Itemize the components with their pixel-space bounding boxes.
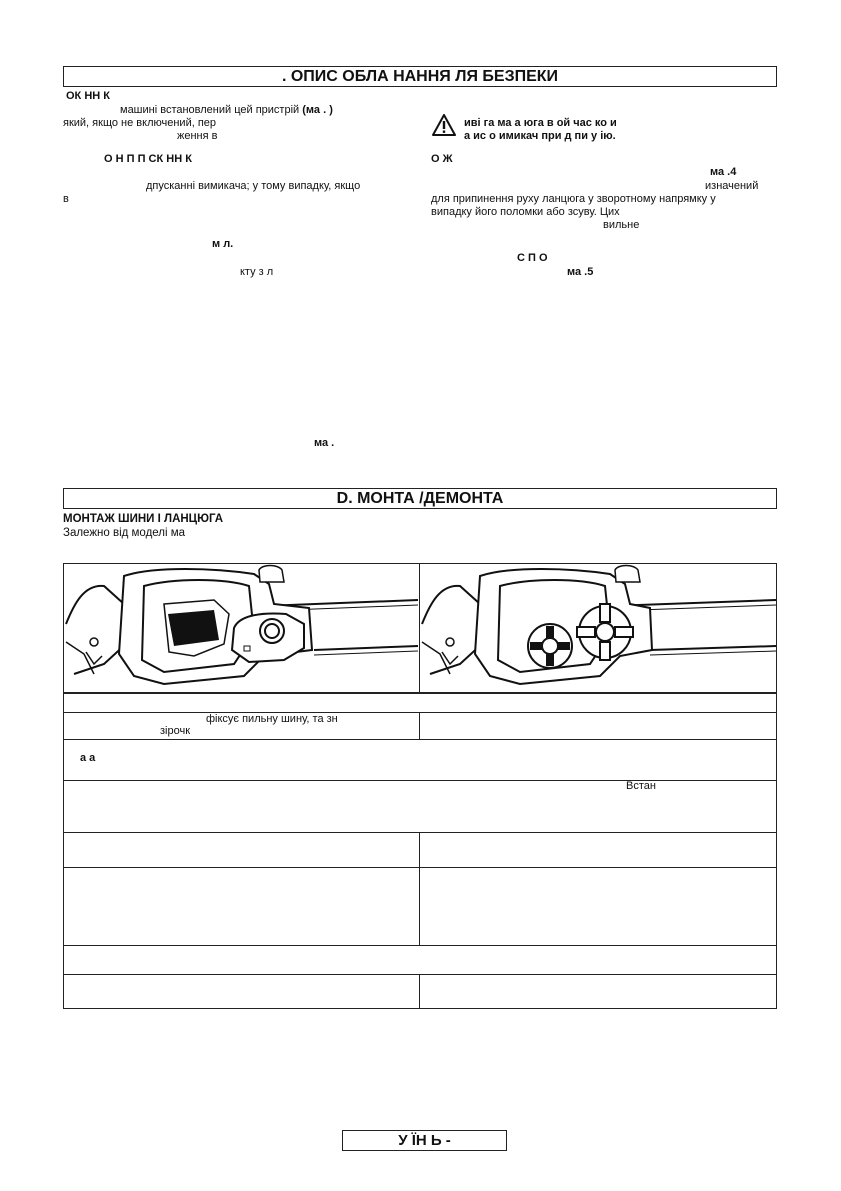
table-rule bbox=[63, 780, 777, 781]
c-left-ref-3: ма . bbox=[314, 437, 335, 449]
c-right-heading: О Ж bbox=[431, 153, 453, 165]
c-right-line-3: випадку його поломки або зсуву. Цих bbox=[431, 206, 620, 218]
figure-left bbox=[63, 563, 419, 693]
instruction-table bbox=[63, 693, 777, 1009]
table-rule bbox=[63, 974, 777, 975]
c-left-line-2c: кту з л bbox=[240, 266, 274, 278]
table-r2-left-b: зірочк bbox=[160, 725, 191, 737]
warning-icon bbox=[432, 114, 456, 136]
table-divider bbox=[419, 832, 420, 945]
table-rule bbox=[63, 945, 777, 946]
table-r2-left-a: фіксує пильну шину, та зн bbox=[206, 713, 338, 725]
section-c-title-bar bbox=[63, 66, 777, 87]
c-left-line-1b: який, якщо не включений, пер bbox=[63, 117, 217, 129]
chainsaw-illustration-left bbox=[64, 564, 418, 692]
c-left-line-1c: ження в bbox=[177, 130, 218, 142]
section-d-title-bar bbox=[63, 488, 777, 509]
c-left-ref-2: м л. bbox=[212, 238, 234, 250]
c-left-line-1a bbox=[120, 104, 333, 117]
table-divider bbox=[419, 712, 420, 739]
warning-line-2: а ис о имикач при д пи у ію. bbox=[464, 130, 616, 142]
warning-line-1: иві га ма а юга в ой час ко и bbox=[464, 117, 617, 129]
table-divider bbox=[419, 974, 420, 1009]
c-right-line-4: вильне bbox=[603, 219, 640, 231]
c-left-line-2a: дпусканні вимикача; у тому випадку, якщо bbox=[146, 180, 361, 192]
c-left-line-2b: в bbox=[63, 193, 69, 205]
table-rule bbox=[63, 832, 777, 833]
c-right-line-2: для припинення руху ланцюга у зворотному напрямку у bbox=[431, 193, 716, 205]
section-c-title: . ОПИС ОБЛА НАННЯ ЛЯ БЕЗПЕКИ bbox=[281, 68, 559, 85]
table-rule bbox=[63, 712, 777, 713]
table-r3-text: а а bbox=[80, 752, 96, 764]
table-rule bbox=[63, 867, 777, 868]
c-left-heading-1: ОК НН К bbox=[66, 90, 110, 102]
figure-right bbox=[419, 563, 777, 693]
chainsaw-illustration-right bbox=[420, 564, 776, 692]
c-right-line-1: изначений bbox=[705, 180, 759, 192]
c-left-line-1a-text: машині встановлений цей пристрій bbox=[120, 104, 300, 116]
section-d-subheading: МОНТАЖ ШИНИ І ЛАНЦЮГА bbox=[63, 513, 224, 525]
section-d-intro: Залежно від моделі ма bbox=[63, 527, 186, 539]
c-left-heading-2: О Н П П СК НН К bbox=[104, 153, 192, 165]
section-d-title: D. МОНТА /ДЕМОНТА bbox=[336, 490, 504, 507]
c-right-heading-2: С П О bbox=[517, 252, 548, 264]
table-r4-text: Встан bbox=[626, 780, 656, 792]
footer-language-label-box bbox=[342, 1130, 507, 1151]
c-left-line-1a-ref: (ма . ) bbox=[302, 104, 333, 116]
table-rule bbox=[63, 739, 777, 740]
c-right-ref-1: ма .4 bbox=[710, 166, 737, 178]
c-right-ref-2: ма .5 bbox=[567, 266, 594, 278]
footer-language-label: У ЇН Ь - bbox=[398, 1132, 451, 1149]
